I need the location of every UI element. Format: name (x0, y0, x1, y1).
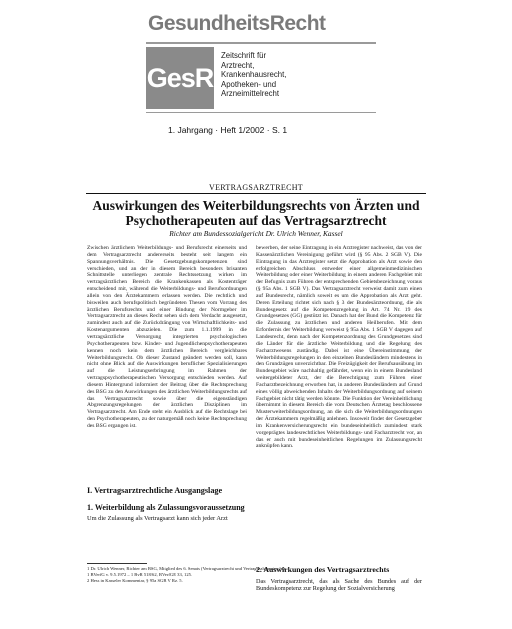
footnote: 1 BVerfG v. 9.5.1972 – 1 BvR 518/62, BVerfGE 33, 125. (87, 572, 193, 578)
journal-subtitle (221, 51, 381, 99)
header-rule (146, 42, 376, 44)
journal-title: GesundheitsRecht (148, 12, 326, 35)
subtitle-line: Arztrecht, (221, 60, 255, 70)
title-line-1: Auswirkungen des Weiterbildungsrechts von Ärzten und (92, 198, 420, 213)
subsection-text-2: Das Vertragsarztrecht, das als Sache des Bundes auf der Bundeskompetenz zur Regelung der Sozialversicherung (256, 578, 422, 593)
subsection-heading-1: 1. Weiterbildung als Zulassungsvoraussetzung (87, 503, 245, 512)
footnote-rule (87, 563, 147, 564)
section-rule (86, 193, 426, 194)
logo-text: GesR (146, 62, 214, 93)
footnote: 1 Dr. Ulrich Wenner, Richter am BSG, Mitglied des 6. Senats (Vertragsarztrecht und Vertragszahnarztrecht). (87, 566, 286, 571)
subsection-heading-2: 2. Auswirkungen des Vertragsarztrechts (256, 565, 390, 574)
left-column (87, 245, 247, 430)
subtitle-line: Apotheken- und (221, 79, 277, 89)
right-column (256, 245, 422, 450)
article-title (60, 198, 452, 228)
section-label: VERTRAGSARZTRECHT (209, 183, 303, 192)
subtitle-line: Zeitschrift für (221, 51, 267, 60)
subtitle-line: Krankenhausrecht, (221, 70, 287, 80)
abstract-paragraph: Zwischen ärztlichem Weiterbildungs- und Berufsrecht einerseits und dem Vertragsarztrecht andererseits besteht seit langem ein Spannungsverhältnis. Die Gesetzgebungskompetenzen sind verschieden, und an der in diesem Bereich besonders brisanten Schnittstelle unterliegen zentrale Rechtssetzung wirken im vertragsärztlichen Bereich die Krankenkassen als Kostenträger entscheidend mit, während die Weiterbildungs- und Berufsordnungen allein von den Ärztekammern erlassen werden. Die rechtlich und bisweilen auch berufspolitisch begründeten Thesen vom Vorrang des ärztlichen Berufsrechts und einer Bindung der Normgeber im Vertragsarztrecht an dieses Recht sehen sich dem Verdacht ausgesetzt, zumindest auch auf die Zurückdrängung von Wirtschaftlichkeits- und Kostenargumenten abzuzielen. Die zum 1.1.1999 in die vertragsärztliche Versorgung integrierten psychologischen Psychotherapeuten bzw. Kinder- und Jugendlichenpsychotherapeuten kennen noch kein dem ärztlichen Bereich vergleichbares Weiterbildungsrecht. Ob dieser Zustand geändert werden soll, kann nicht ohne Blick auf die Auswirkungen beruflicher Spezialisierungen auf die Leistungserbringung im Rahmen der vertragspsychotherapeutischen Versorgung entschieden werden. Auf diesem Hintergrund informiert der Beitrag über die Rechtsprechung des BSG zu den Auswirkungen des ärztlichen Weiterbildungsrechts auf das Vertragsarztrecht sowie über die eigenständigen Abgrenzungsregelungen der ärztlichen Disziplinen im Vertragsarztrecht. Am Ende steht ein Ausblick auf die Rechtslage bei den Psychotherapeuten, zu der naturgemäß noch keine Rechtsprechung des BSG ergangen ist. (87, 245, 247, 429)
body-paragraph: bewerben, der seine Eintragung in ein Arztregister nachweist, das von der Kassenärztlichen Vereinigung geführt wird (§ 95 Abs. 2 SGB V). Die Eintragung in das Arztregister setzt die Approbation als Arzt sowie den erfolgreichen Abschluss entweder einer allgemeinmedizinischen Weiterbildung oder einer Weiterbildung in einem anderen Fachgebiet mit der Befugnis zum Führen der entsprechenden Gebietsbezeichnung voraus (§ 95a Abs. 1 SGB V). Das Vertragsarztrecht verweist damit zum einen auf Bundesrecht, nämlich soweit es um die Approbation als Arzt geht. Deren Erteilung richtet sich nach § 3 der Bundesärzteordnung, die als Bundesgesetz auf die Kompetenzregelung in Art. 74 Nr. 19 des Grundgesetzes (GG) gestützt ist. Danach hat der Bund die Kompetenz für die Zulassung zu ärztlichen und anderen Heilberufen. Mit dem Erfordernis der Weiterbildung verweist § 95a Abs. 1 SGB V dagegen auf Landesrecht, denn nach der Kompetenzordnung des Grundgesetzes sind die Länder für die ärztliche Weiterbildung und die Regelung des Facharztwesens zuständig. Dabei ist eine Übereinstimmung der Weiterbildungsregelungen in den einzelnen Bundesländern mindestens in den Grundzügen unverzichtbar. Die Freizügigkeit der Berufsausübung im Bundesgebiet wäre nachhaltig gefährdet, wenn ein in einem Bundesland weitergebildeter Arzt, der die Berechtigung zum Führen einer Facharztbezeichnung erworben hat, in anderen Bundesländern auf Grund eines völlig abweichenden Inhalts der Weiterbildungsordnung auf seinem Fachgebiet nicht tätig werden könnte. Die Funktion der Vereinheitlichung übernimmt in diesem Bereich die vom Deutschen Ärztetag beschlossene Musterweiterbildungsordnung, an die sich die Weiterbildungsordnungen der Ärztekammern regelmäßig anlehnen. Insoweit findet der Gesetzgeber im Krankenversicherungsrecht ein bundeseinheitlich zumindest stark vorgeprägtes landesrechtliches Weiterbildungs- und Facharztrecht vor, an das er auch mit bundeseinheitlichen Regelungen im Zulassungsrecht anknüpfen kann. (256, 245, 422, 450)
title-line-2: Psychotherapeuten auf das Vertragsarztrecht (125, 213, 387, 228)
footnote: 2 Hess in Kasseler Kommentar, § 95a SGB V Rz. 5. (87, 578, 183, 584)
article-author: Richter am Bundessozialgericht Dr. Ulrich Wenner, Kassel (169, 229, 343, 238)
header-bottom-rule (146, 112, 376, 113)
journal-logo (146, 47, 214, 109)
issue-info: 1. Jahrgang · Heft 1/2002 · S. 1 (168, 125, 288, 135)
subtitle-line: Arzneimittelrecht (221, 89, 280, 99)
subsection-text-1: Um die Zulassung als Vertragsarzt kann sich jeder Arzt (87, 515, 228, 522)
footnotes (87, 566, 286, 585)
section-heading-1: I. Vertragsarztrechtliche Ausgangslage (87, 486, 223, 495)
